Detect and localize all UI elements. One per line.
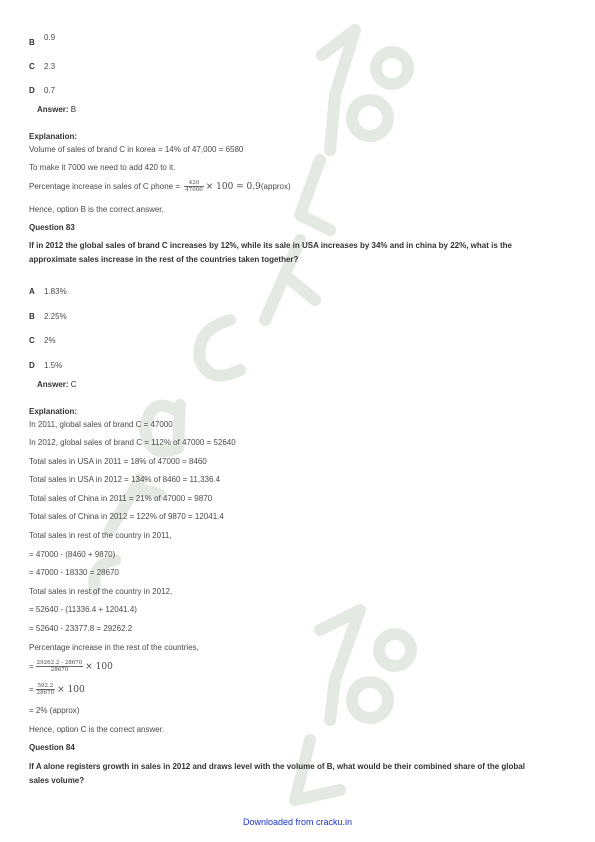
explanation-line: = 2% (approx) — [29, 706, 80, 715]
option-letter: D — [29, 86, 35, 95]
explanation-line: Total sales of China in 2012 = 122% of 9870 = 12041.4 — [29, 512, 224, 521]
explanation-formula — [29, 180, 291, 194]
option-value: 1.5% — [44, 361, 63, 370]
equals-sign: = — [29, 662, 34, 671]
explanation-line: = 47000 - 18330 = 28670 — [29, 568, 119, 577]
option-value: 1.83% — [44, 287, 67, 296]
fraction-denominator: 28670 — [50, 667, 69, 674]
explanation-line: Total sales in USA in 2012 = 134% of 8460 = 11,336.4 — [29, 475, 221, 484]
conclusion-line: Hence, option B is the correct answer. — [29, 205, 164, 214]
explanation-line: Percentage increase in the rest of the countries, — [29, 643, 199, 652]
answer-value: B — [70, 105, 77, 114]
explanation-line: To make it 7000 we need to add 420 to it. — [29, 163, 176, 172]
option-letter: D — [29, 361, 35, 370]
explanation-line: In 2011, global sales of brand C = 47000 — [29, 420, 173, 429]
fraction-denominator: 28670 — [36, 690, 55, 697]
explanation-line: Total sales in rest of the country in 2012, — [29, 587, 173, 596]
explanation-heading: Explanation: — [29, 132, 78, 141]
fraction — [36, 683, 56, 696]
equals-sign: = — [29, 685, 34, 694]
explanation-line: Volume of sales of brand C in korea = 14% of 47,000 = 6580 — [29, 145, 244, 154]
explanation-line: Total sales in rest of the country in 2011, — [29, 531, 172, 540]
answer-value: C — [70, 380, 77, 389]
explanation-line: = 52640 - (11336.4 + 12041.4) — [29, 605, 137, 614]
formula-math: × 100 — [85, 662, 113, 672]
answer — [37, 105, 76, 114]
fraction — [36, 660, 84, 673]
answer — [37, 380, 77, 389]
fraction-numerator: 29262.2 - 28670 — [36, 660, 83, 667]
fraction-denominator: 47000 — [185, 187, 203, 194]
explanation-line: Total sales in USA in 2011 = 18% of 47000 = 8460 — [29, 457, 207, 466]
fraction-numerator: 420 — [184, 180, 204, 187]
conclusion-line: Hence, option C is the correct answer. — [29, 725, 165, 734]
formula-math: × 100 — [57, 685, 85, 695]
fraction — [184, 180, 204, 193]
option-value: 2.25% — [44, 312, 67, 321]
option-letter: C — [29, 62, 35, 71]
formula-suffix: (approx) — [260, 182, 291, 191]
option-letter: B — [29, 312, 35, 321]
question-heading: Question 84 — [29, 743, 75, 752]
explanation-heading: Explanation: — [29, 407, 78, 416]
option-value: 2% — [44, 336, 56, 345]
fraction-expression — [29, 683, 85, 697]
formula-math: × 100 = 0.9 — [205, 182, 261, 192]
explanation-line: Total sales of China in 2011 = 21% of 47000 = 9870 — [29, 494, 213, 503]
option-letter: A — [29, 287, 35, 296]
option-letter: C — [29, 336, 35, 345]
question-text: If in 2012 the global sales of brand C increases by 12%, while its sale in USA increases by 34% and in china by 22%, what is the — [29, 241, 512, 250]
fraction-numerator: 592.2 — [37, 683, 54, 690]
question-text: approximate sales increase in the rest of the countries taken together? — [29, 255, 299, 264]
explanation-line: In 2012, global sales of brand C = 112% of 47000 = 52640 — [29, 438, 236, 447]
option-value: 2.3 — [44, 62, 56, 71]
explanation-line: = 47000 - (8460 + 9870) — [29, 550, 116, 559]
option-letter: B — [29, 38, 35, 47]
option-value: 0.7 — [44, 86, 56, 95]
fraction-expression — [29, 660, 113, 674]
formula-prefix: Percentage increase in sales of C phone = — [29, 182, 183, 191]
answer-label: Answer: — [37, 380, 69, 389]
explanation-line: = 52640 - 23377.8 = 29262.2 — [29, 624, 133, 633]
question-text: If A alone registers growth in sales in 2012 and draws level with the volume of B, what would be their combined share of the global — [29, 762, 525, 771]
footer-download-link[interactable]: Downloaded from cracku.in — [242, 817, 353, 827]
question-text: sales volume? — [29, 776, 85, 785]
question-heading: Question 83 — [29, 223, 75, 232]
option-value: 0.9 — [44, 33, 56, 42]
answer-label: Answer: — [37, 105, 69, 114]
